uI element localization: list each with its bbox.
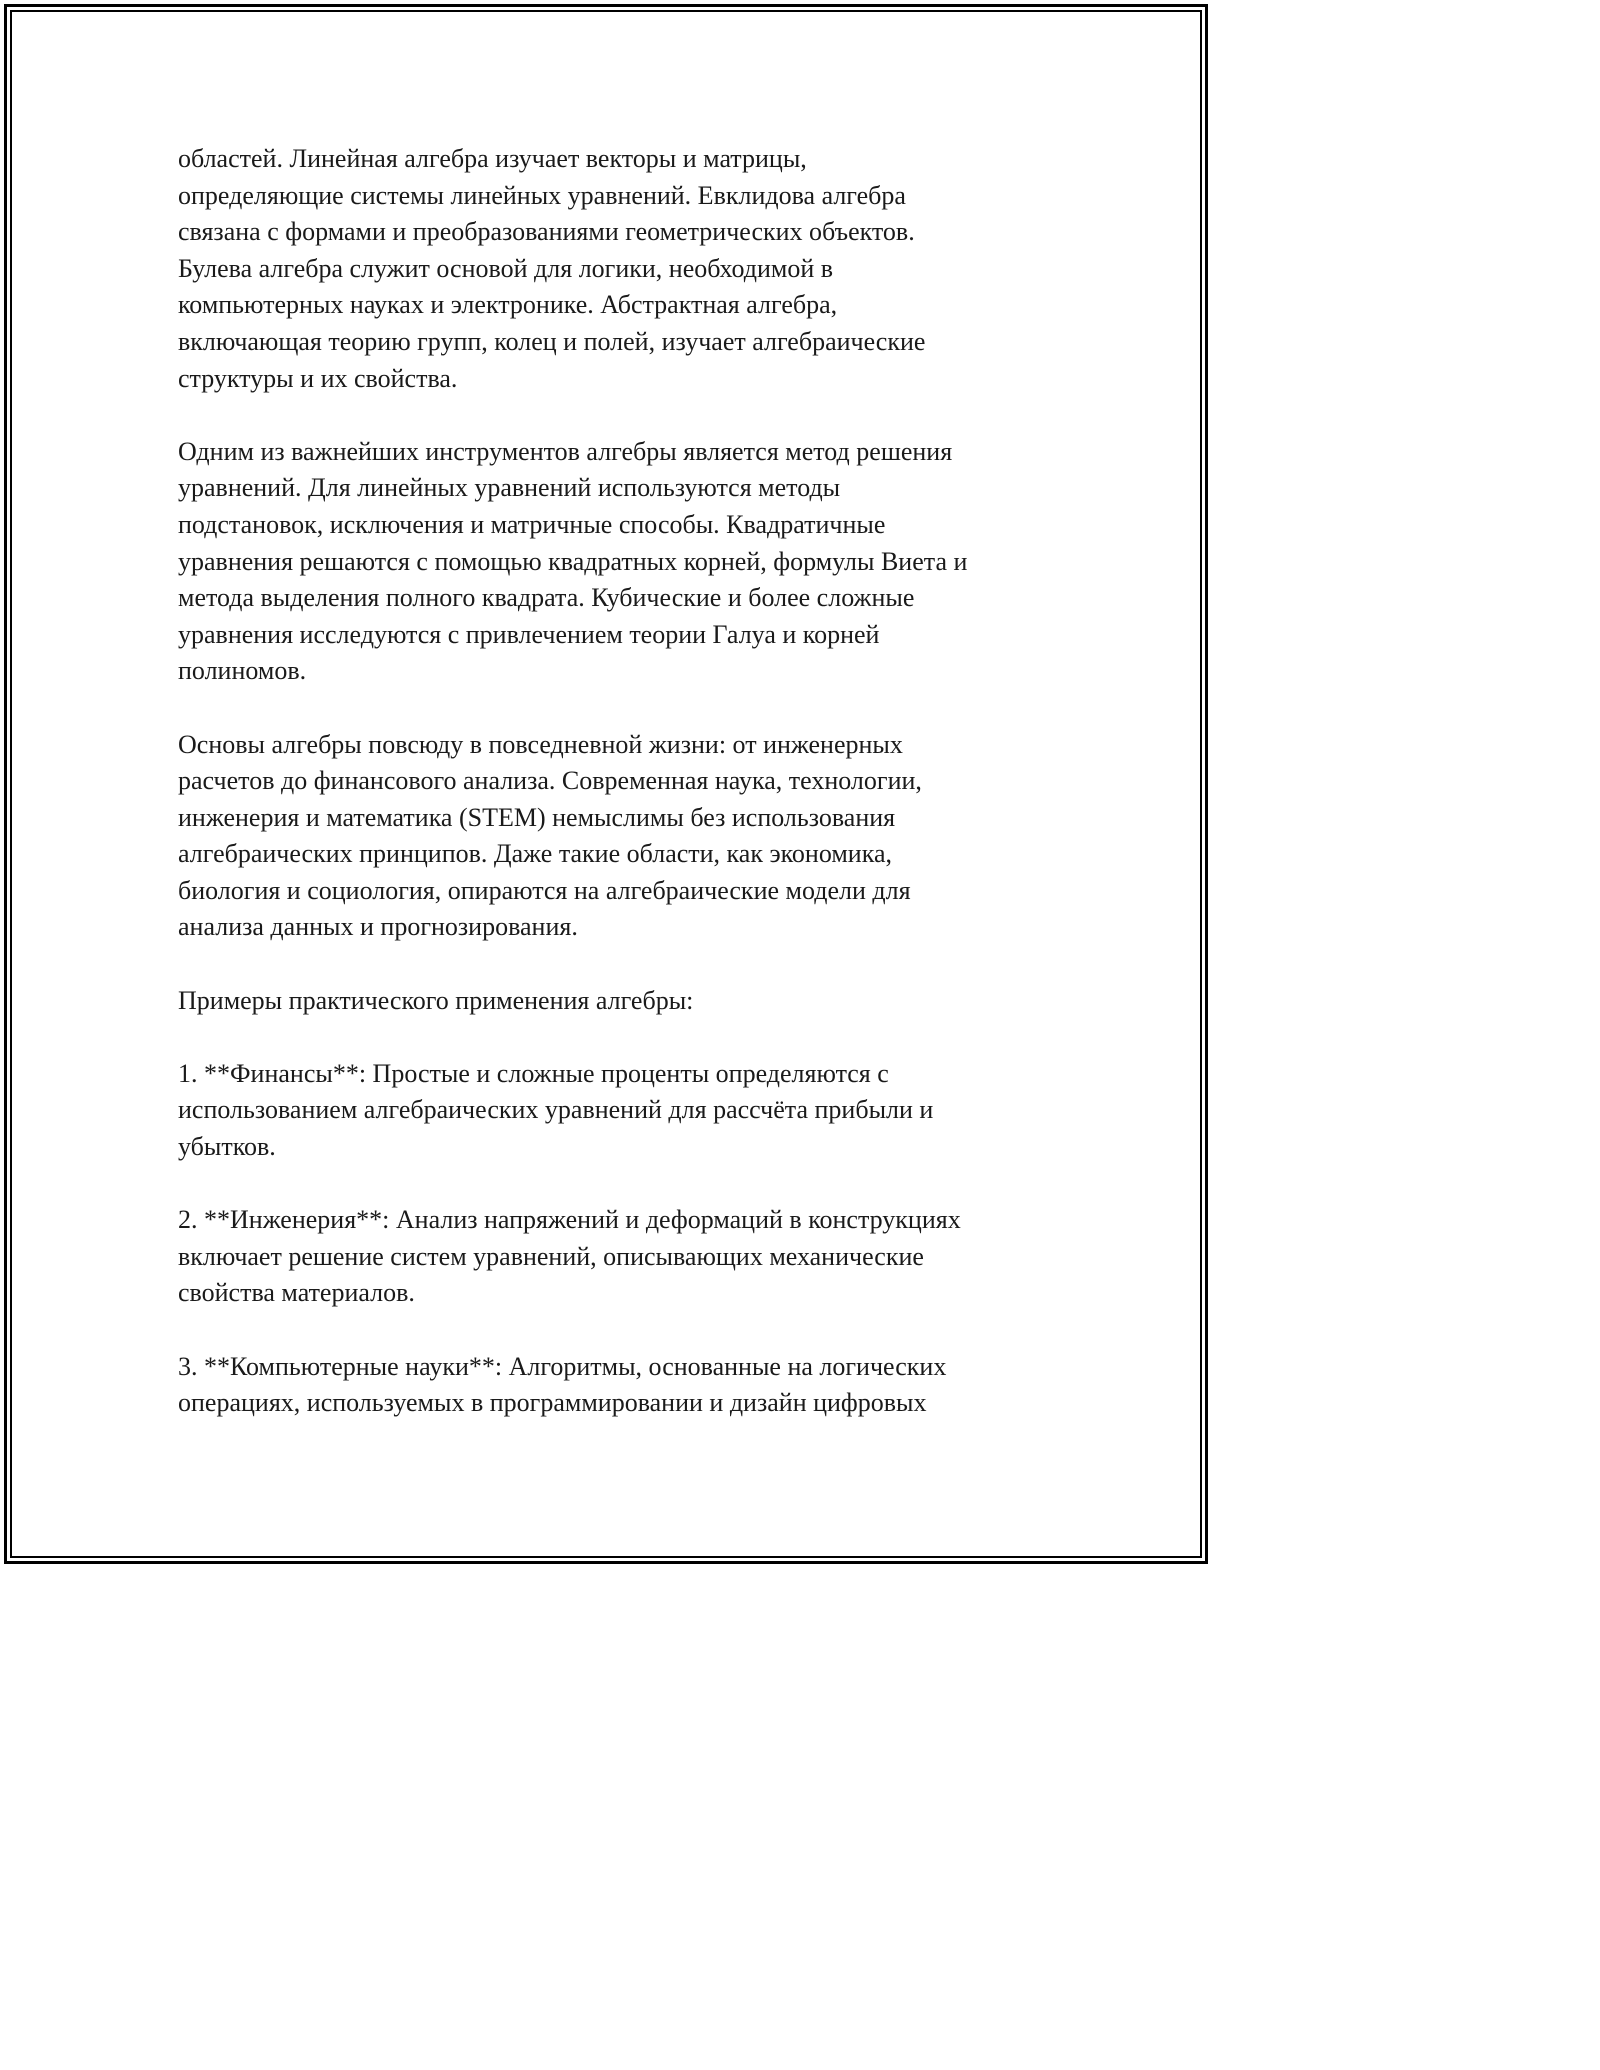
paragraph-examples-heading [178,983,1058,1020]
paragraph-equation-methods [178,434,1058,690]
text-line: Одним из важнейших инструментов алгебры является метод решения [178,436,953,466]
list-item-engineering [178,1202,1058,1312]
text-line: уравнений. Для линейных уравнений используются методы [178,473,841,503]
text-line: включает решение систем уравнений, описывающих механические [178,1241,924,1271]
text-line: полиномов. [178,656,307,686]
text-line: областей. Линейная алгебра изучает векторы и матрицы, [178,144,807,173]
paragraph-algebra-branches [178,141,1058,397]
list-item-computer-science [178,1349,1058,1422]
text-line: инженерия и математика (STEM) немыслимы без использования [178,802,896,832]
text-line: использованием алгебраических уравнений для рассчёта прибыли и [178,1095,934,1125]
text-line: включающая теорию групп, колец и полей, изучает алгебраические [178,326,926,356]
list-item-finance [178,1056,1058,1166]
text-line: подстановок, исключения и матричные способы. Квадратичные [178,509,886,539]
text-line: убытков. [178,1132,276,1162]
text-line: компьютерных науках и электронике. Абстрактная алгебра, [178,290,838,320]
document-body [178,141,1058,1422]
text-line: биология и социология, опираются на алгебраические модели для [178,875,911,905]
text-line: определяющие системы линейных уравнений. Евклидова алгебра [178,180,906,210]
text-line: расчетов до финансового анализа. Современная наука, технологии, [178,766,922,796]
paragraph-everyday-algebra [178,727,1058,947]
text-line: 3. **Компьютерные науки**: Алгоритмы, основанные на логических [178,1351,947,1381]
text-line: анализа данных и прогнозирования. [178,912,578,942]
text-line: уравнения исследуются с привлечением теории Галуа и корней [178,619,880,649]
text-line: структуры и их свойства. [178,363,458,393]
text-line: метода выделения полного квадрата. Кубические и более сложные [178,583,915,613]
text-line: алгебраических принципов. Даже такие области, как экономика, [178,839,892,869]
text-line: Примеры практического применения алгебры: [178,985,694,1015]
text-line: Основы алгебры повсюду в повседневной жизни: от инженерных [178,729,903,759]
text-line: 1. **Финансы**: Простые и сложные проценты определяются с [178,1058,889,1088]
text-line: уравнения решаются с помощью квадратных корней, формулы Виета и [178,546,968,576]
text-line: операциях, используемых в программировании и дизайн цифровых [178,1388,927,1418]
text-line: связана с формами и преобразованиями геометрических объектов. [178,217,915,247]
text-line: свойства материалов. [178,1278,415,1308]
text-line: 2. **Инженерия**: Анализ напряжений и деформаций в конструкциях [178,1205,961,1235]
text-line: Булева алгебра служит основой для логики, необходимой в [178,253,834,283]
